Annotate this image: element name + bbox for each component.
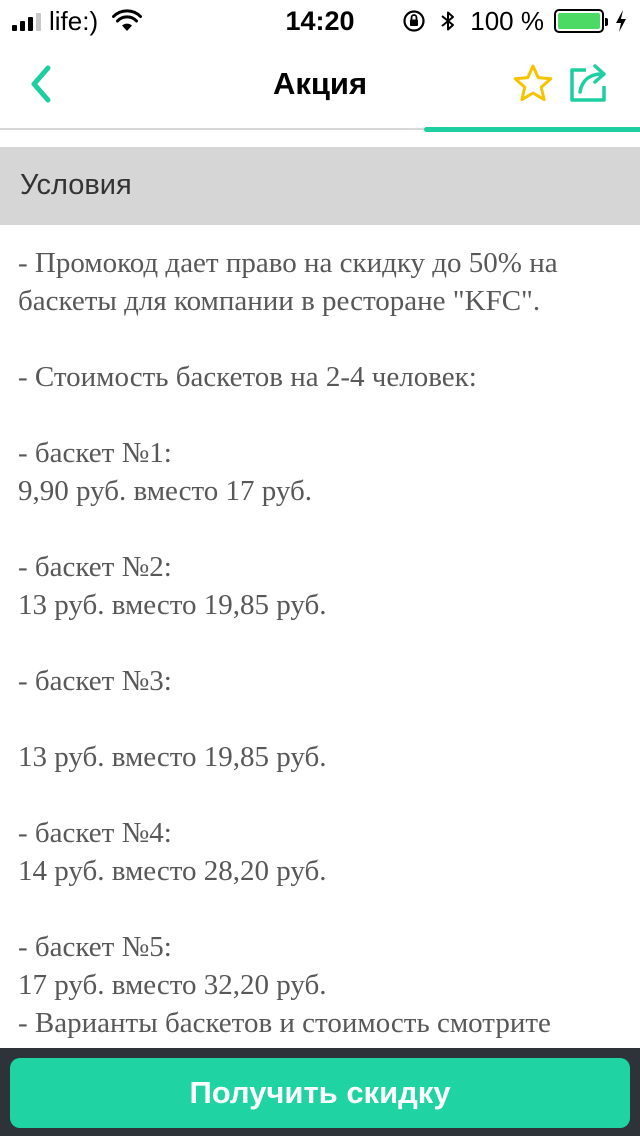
section-title: Условия	[20, 169, 132, 201]
charging-icon	[614, 9, 628, 33]
share-icon[interactable]	[566, 60, 612, 106]
section-header	[0, 147, 640, 225]
get-discount-button[interactable]: Получить скидку	[10, 1058, 630, 1128]
star-icon[interactable]	[510, 62, 556, 106]
battery-icon	[554, 9, 604, 33]
status-right	[402, 6, 628, 36]
carrier-name: life:)	[49, 5, 99, 36]
status-time: 14:20	[285, 6, 355, 36]
rotation-lock-icon	[402, 9, 426, 33]
bottom-bar	[0, 1048, 640, 1136]
conditions-text: - Промокод дает право на скидку до 50% на баскеты для компании в ресторане "KFC". - Стоимость баскетов на 2-4 человек: - баскет №1: 9,90 руб. вместо 17 руб. - баскет №2: 13 руб. вместо 19,85 руб. - баскет №3: 13 руб. вместо 19,85 руб. - баскет №4: 14 руб. вместо 28,20 руб. - баскет №5: 17 руб. вместо 32,20 руб. - Варианты баскетов и стоимость смотрите	[18, 247, 558, 1039]
page-title: Акция	[272, 66, 368, 101]
tab-indicator	[424, 127, 640, 132]
status-bar	[0, 0, 640, 42]
battery-percent: 100 %	[470, 5, 544, 36]
bluetooth-icon	[436, 9, 460, 33]
navigation-bar	[0, 42, 640, 132]
